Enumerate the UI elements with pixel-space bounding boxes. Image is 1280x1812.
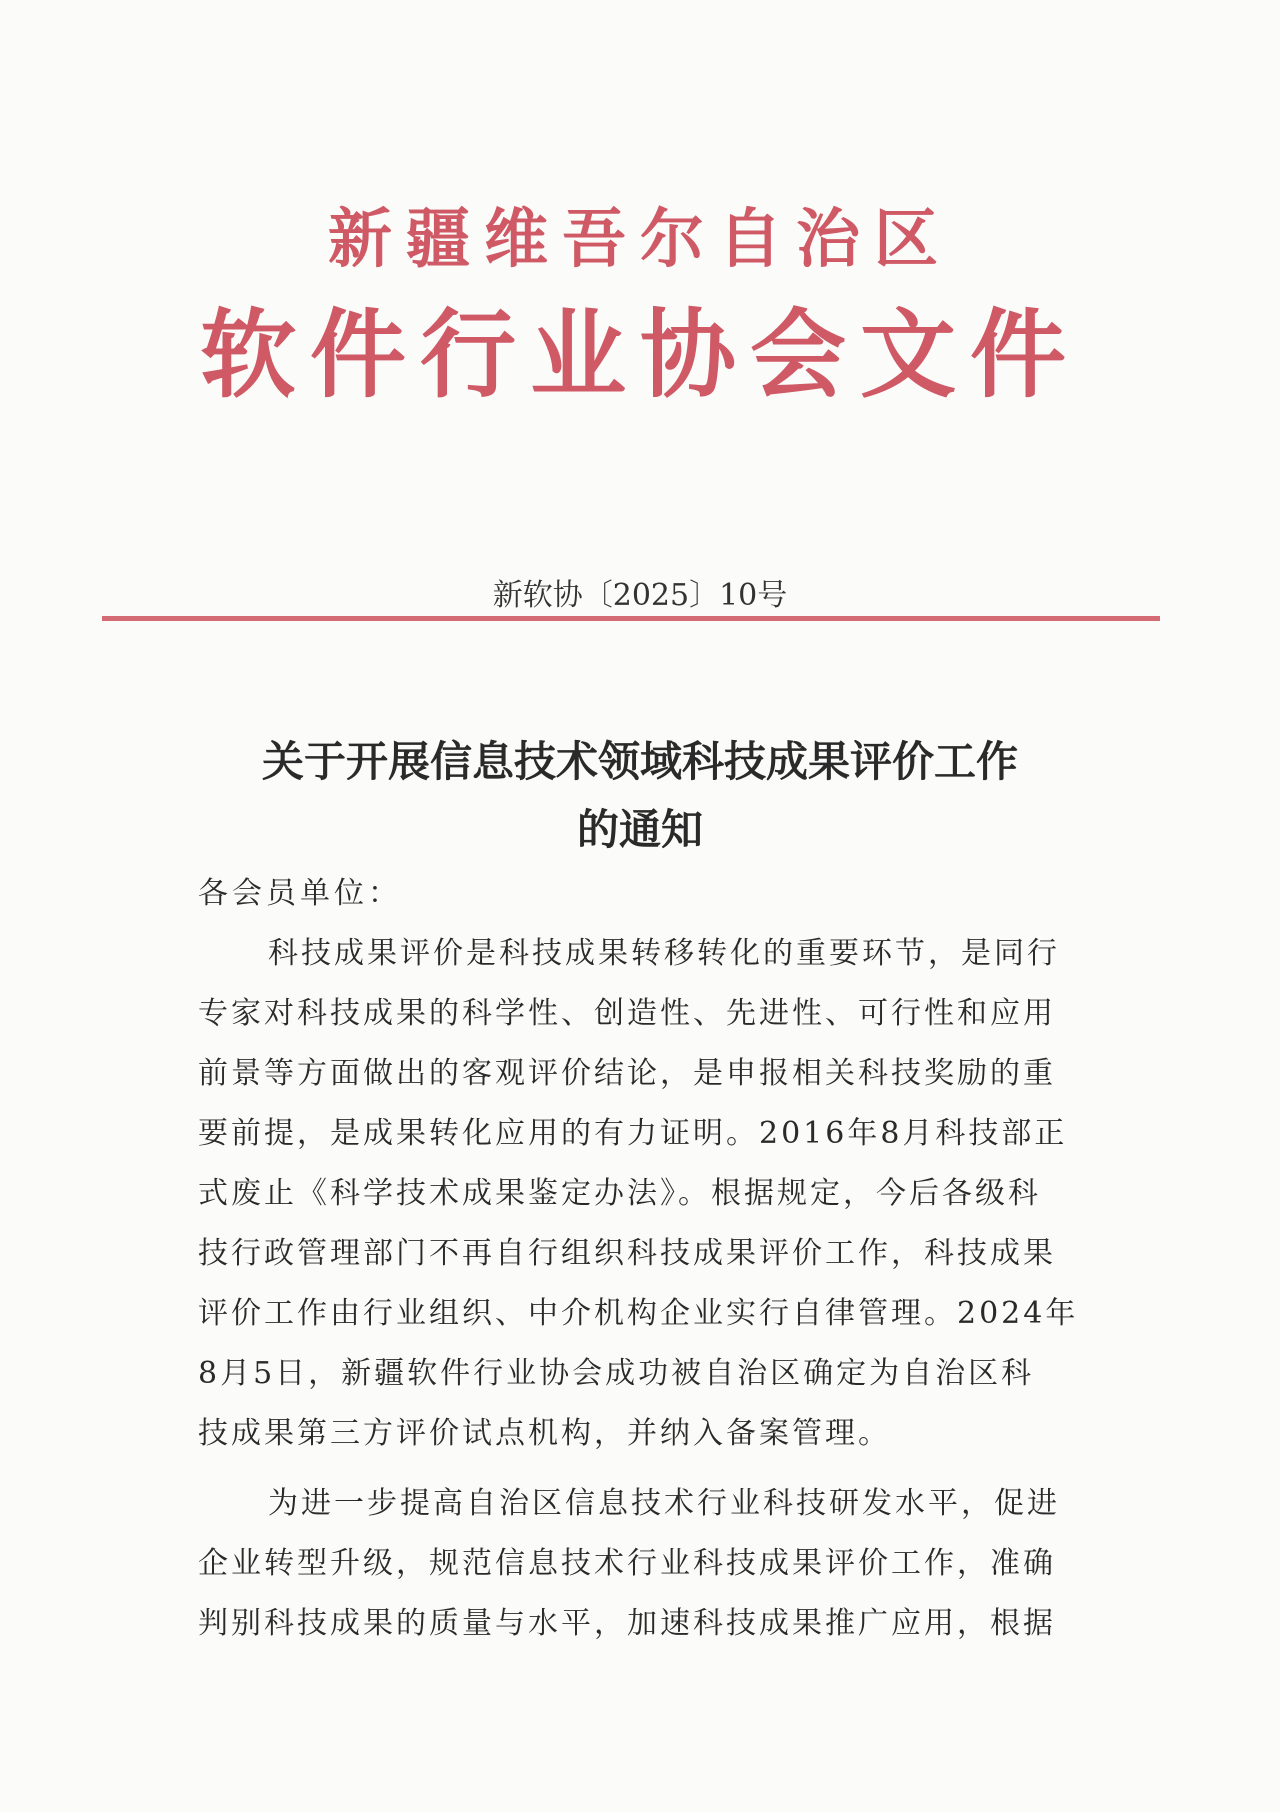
- body-line: 前景等方面做出的客观评价结论，是申报相关科技奖励的重: [198, 1056, 1056, 1091]
- body-line: 判别科技成果的质量与水平，加速科技成果推广应用，根据: [198, 1606, 1056, 1641]
- body-line: 式废止《科学技术成果鉴定办法》。根据规定，今后各级科: [198, 1176, 1041, 1211]
- body-line: 要前提，是成果转化应用的有力证明。2016年8月科技部正: [198, 1116, 1068, 1151]
- body-line: 8月5日，新疆软件行业协会成功被自治区确定为自治区科: [198, 1356, 1035, 1391]
- body-line: 科技成果评价是科技成果转移转化的重要环节，是同行: [268, 936, 1060, 971]
- body-line: 专家对科技成果的科学性、创造性、先进性、可行性和应用: [198, 996, 1056, 1031]
- body-line: 为进一步提高自治区信息技术行业科技研发水平，促进: [268, 1486, 1060, 1521]
- issuer-doc-type-line: 软件行业协会文件: [200, 299, 1080, 411]
- body-line: 技行政管理部门不再自行组织科技成果评价工作，科技成果: [198, 1236, 1056, 1271]
- body-line: 评价工作由行业组织、中介机构企业实行自律管理。2024年: [198, 1296, 1079, 1331]
- notice-title-line-2: 的通知: [576, 805, 703, 854]
- body-line: 企业转型升级，规范信息技术行业科技成果评价工作，准确: [198, 1546, 1056, 1581]
- body-line: 技成果第三方评价试点机构，并纳入备案管理。: [198, 1416, 891, 1451]
- notice-title-line-1: 关于开展信息技术领域科技成果评价工作: [261, 737, 1018, 786]
- issuer-org-line: 新疆维吾尔自治区: [328, 203, 952, 277]
- salutation: 各会员单位：: [198, 876, 402, 911]
- header-divider: [102, 616, 1160, 621]
- document-number: 新软协〔2025〕10号: [492, 578, 788, 613]
